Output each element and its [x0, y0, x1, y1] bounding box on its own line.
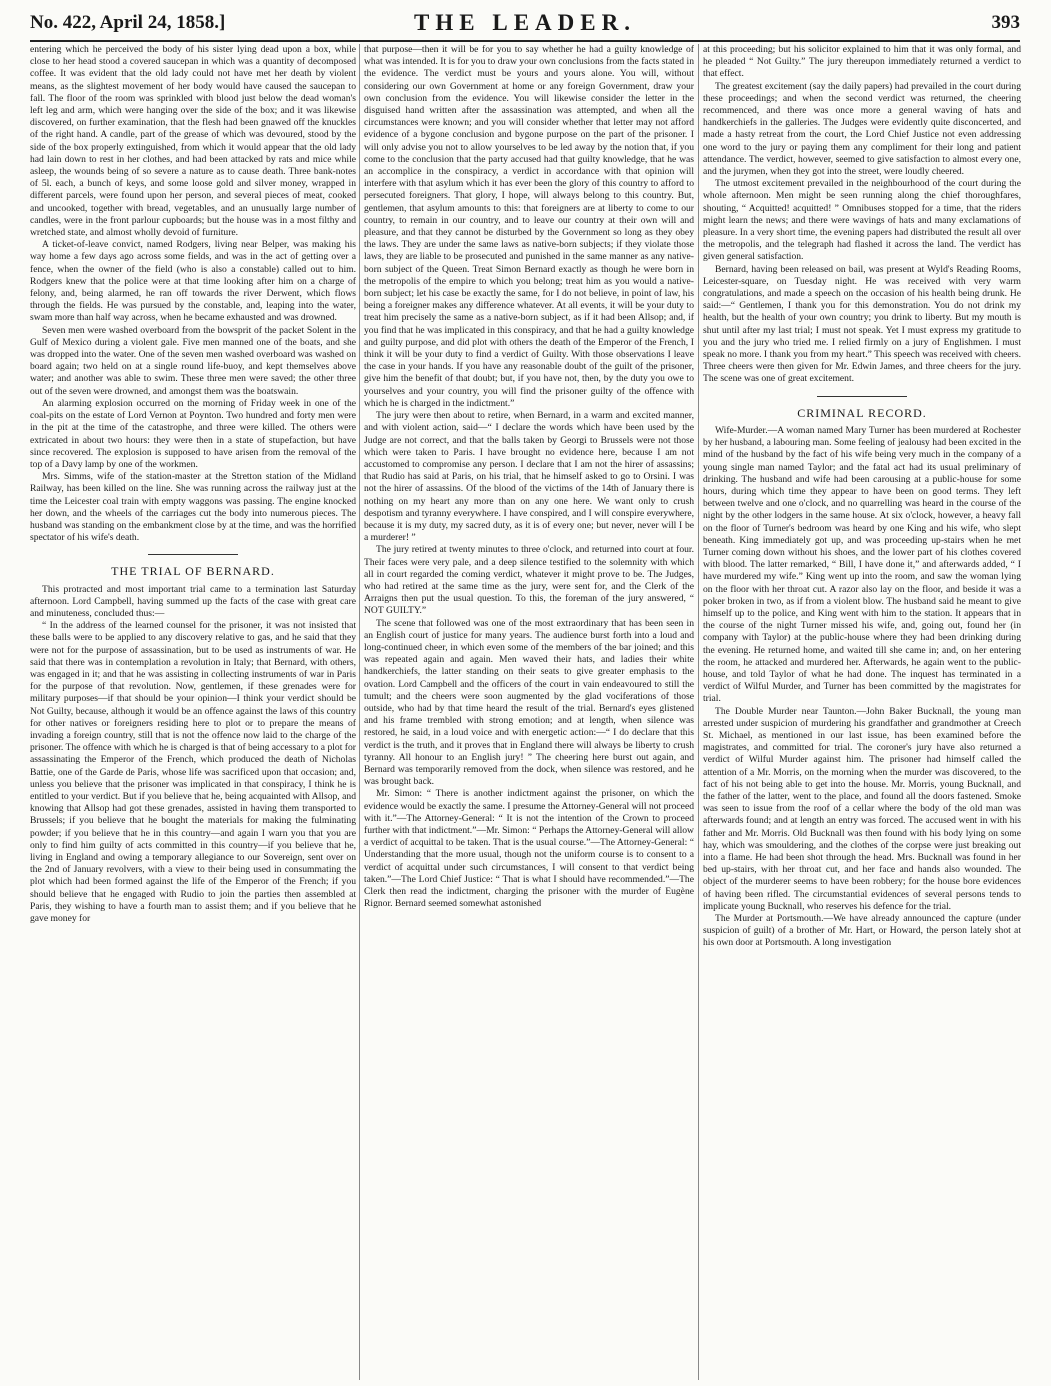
- page-number: 393: [991, 12, 1020, 33]
- column-1: [30, 44, 356, 1380]
- paragraph: that purpose—then it will be for you to say whether he had a guilty knowledge of what was intended. It is for you to draw your own conclusions from the facts stated in the evidence. The verdict must be yours and yours alone. You will, without considering our own Government at home or any foreign Government, draw your own conclusion from the evidence. You will likewise consider the letter in the disguised hand written after the assassination was attempted, and when all the circumstances were known; and you will consider whether that letter may not afford evidence of a bygone conclusion and bygone purpose on the part of the prisoner. I will only advise you not to allow yourselves to be led away by the notion that, if you come to the conclusion that the party accused had that guilty knowledge, that he was an accomplice in the conspiracy, a verdict in accordance with that opinion will interfere with that asylum which it has ever been the glory of this country to afford to persecuted foreigners. That glory, I hope, will always belong to this country. But, gentlemen, that asylum amounts to this: that foreigners are at liberty to come to our country, to remain in our country, and to leave our country at their own will and pleasure, and that they cannot be disturbed by the Government so long as they obey the laws. They are under the same laws as native-born subjects; if they violate those laws, they are liable to be prosecuted and punished in the same manner as any native-born subject of the Queen. Treat Simon Bernard exactly as though he were born in the metropolis of the empire to which you belong; treat him as you would a native-born subject; let his case be exactly the same, for I do not believe, in point of law, his being a foreigner makes any difference whatever. At all events, it will be your duty to treat him precisely the same as a native-born subject, as if it had been Allsop; and, if you find that he was implicated in this conspiracy, and that he had a guilty knowledge and guilty purpose, and did plot with others the death of the Emperor of the French, I think it will be your duty to find a verdict of Guilty. With those observations I leave the case in your hands. If you have any reasonable doubt of the guilt of the prisoner, give him the benefit of that doubt; but, if you have not, then, by the duty you owe to yourselves and your country, you will find the prisoner guilty of the offence with which he is charged in the indictment.”: [364, 44, 694, 409]
- paragraph: The greatest excitement (say the daily papers) had prevailed in the court during these proceedings; and when the second verdict was returned, the cheering recommenced, and there was once more a general waving of hats and handkerchiefs in the galleries. The Judges were evidently quite disconcerted, and made a hasty retreat from the court, the Lord Chief Justice not even addressing one word to the jury or paying them any compliment for their long and patient attendance. The verdict, however, seemed to give satisfaction to almost every one, and the jurymen, when they got into the street, were loudly cheered.: [703, 80, 1021, 178]
- section-heading: THE TRIAL OF BERNARD.: [111, 564, 275, 579]
- paragraph: This protracted and most important trial came to a termination last Saturday afternoon. Lord Campbell, having summed up the facts of the case with great care and minuteness, concluded thus:—: [30, 583, 356, 619]
- paragraph: The Murder at Portsmouth.—We have already announced the capture (under suspicion of guilt) of a brother of Mr. Hart, or Howard, the person lately shot at his own door at Portsmouth. A long investigation: [703, 913, 1021, 949]
- column-divider: [359, 44, 360, 1380]
- paragraph: The jury retired at twenty minutes to three o'clock, and returned into court at four. Their faces were very pale, and a deep silence testified to the solemnity with which all in court regarded the coming verdict, whatever it might prove to be. The Judges, who had retired at the same time as the jury, were sent for, and the Clerk of the Arraigns then put the usual question. To this, the foreman of the jury answered, “ NOT GUILTY.”: [364, 544, 694, 617]
- column-divider: [698, 44, 699, 1380]
- paragraph: Seven men were washed overboard from the bowsprit of the packet Solent in the Gulf of Mexico during a violent gale. Five men manned one of the boats, and she was dropped into the water. One of the seven men washed overboard was washed on board again; two held on at a single round life-buoy, and kept themselves above water; and another was able to swim. These three men were saved; the other three out of the seven were drowned, and amongst them was the boatswain.: [30, 324, 356, 397]
- paragraph: “ In the address of the learned counsel for the prisoner, it was not insisted that these balls were to be applied to any discovery relative to gas, and he said that they were not for the purpose of assassination, but to be used as instruments of war. He said that there was in contemplation a revolution in Italy; that Bernard, with others, was engaged in it; and that he was assisting in collecting instruments of war in Paris for the purpose of that revolution. Now, gentlemen, if these grenades were for military purposes—if that should be your opinion—I think your verdict should be Not Guilty, because, although it would be an offence against the laws of this country for other natives or foreigners residing here to plot or to prepare the means of invading a foreign country, still that is not the offence now laid to the charge of the prisoner. The offence with which he is charged is that of being accessary to a plot for assassinating the Emperor of the French, which produced the death of Nicholas Battie, one of the Garde de Paris, whose life was sacrificed upon that occasion; and, unless you believe that the prisoner was implicated in that conspiracy, I think he is entitled to your verdict. But if you believe that he, being acquainted with Allsop, and knowing that Allsop had got these grenades, assisted in having them transported to Brussels; if you believe that he bought the materials for making the fulminating powder; if you believe that he in this country—and again I warn you that you are only to find him guilty of acts committed in this country—if you believe that he, living in England and owing a temporary allegiance to our Sovereign, sent over on the 2nd of January revolvers, with a view to their being used in consummating the plot which had been formed against the life of the Emperor of the French; if you should believe that he engaged with Rudio to join the parties then assembled at Paris, they wishing to have a fourth man to assist them; and if you believe that he gave money for: [30, 620, 356, 925]
- paragraph: The utmost excitement prevailed in the neighbourhood of the court during the whole afternoon. Men might be seen running along the chief thoroughfares, shouting, “ Acquitted! acquitted! ” Omnibuses stopped for a time, that the riders might learn the news; and there were wavings of hats and many exclamations of pleasure. In a very short time, the evening papers had distributed the result all over the metropolis, and the telegraph had flashed it across the land. The verdict has given general satisfaction.: [703, 178, 1021, 263]
- section-rule: [817, 396, 907, 397]
- column-3: [703, 44, 1021, 1380]
- newspaper-title: THE LEADER.: [414, 10, 636, 35]
- paragraph: Mrs. Simms, wife of the station-master at the Stretton station of the Midland Railway, has been killed on the line. She was running across the railway just at the time the Leicester coal train with empty waggons was passing. The engine knocked her down, and the wheels of the carriages cut the body into numerous pieces. The husband was standing on the embankment close by at the time, and was the horrified spectator of his wife's death.: [30, 471, 356, 544]
- paragraph: The Double Murder near Taunton.—John Baker Bucknall, the young man arrested under suspicion of murdering his grandfather and grandmother at Creech St. Michael, as mentioned in our last issue, has been examined before the magistrates, and committed for trial. The coroner's jury have also returned a verdict of Wilful Murder against him. The prisoner had himself called the attention of a Mr. Morris, on the morning when the murder was discovered, to the fact of his not being able to get into the house. Mr. Morris, young Bucknall, and the father of the latter, went to the place, and found all the doors fastened. Smoke was seen to issue from the roof of a cellar where the body of the old man was afterwards found; and at length an entry was forced. The accused went in with his father and Mr. Morris. Old Bucknall was then found with his body lying on some hay, which was smouldering, and the clothes of the corpse were just breaking out into a flame. He had been shot through the head. Mrs. Bucknall was found in her bed up-stairs, with her throat cut, and her face and hands also wounded. The object of the murderer seems to have been robbery; for the house bore evidences of having been rifled. The circumstantial evidences of several persons tends to implicate young Bucknall, who reserves his defence for the trial.: [703, 705, 1021, 912]
- paragraph: Bernard, having been released on bail, was present at Wyld's Reading Rooms, Leicester-square, on Tuesday night. He was received with very warm congratulations, and made a speech on the occasion of his health being drunk. He said:—“ Gentlemen, I thank you for this demonstration. You do not drink my health, but the health of your own country; you drink to liberty. But my mouth is shut until after my last trial; I must not speak. Yet I must express my gratitude to you and the jury who tried me. I relied firmly on a jury of Englishmen. I must speak no more. I thank you from my heart.” This speech was received with cheers. Three cheers were then given for Mr. Edwin James, and three cheers for the jury. The scene was one of great excitement.: [703, 263, 1021, 385]
- paragraph: A ticket-of-leave convict, named Rodgers, living near Belper, was making his way home a few days ago across some fields, and was in the act of getting over a fence, when the owner of the field (who is also a constable) called out to him. Rodgers knew that the police were at that time looking after him on a charge of felony, and, being alarmed, he ran off towards the river Derwent, which flows through the fields. He was pursued by the constable, and, leaping into the water, swam more than half way across, when he became exhausted and was drowned.: [30, 239, 356, 324]
- paragraph: Mr. Simon: “ There is another indictment against the prisoner, on which the evidence would be exactly the same. I presume the Attorney-General will not proceed with it.”—The Attorney-General: “ It is not the intention of the Crown to proceed further with that indictment.”—Mr. Simon: “ Perhaps the Attorney-General will allow a verdict of acquittal to be taken. That is the usual course.”—The Attorney-General: “ Understanding that the more usual, though not the uniform course is to consent to a verdict of acquittal under such circumstances, I will consent to that verdict being taken.”—The Lord Chief Justice: “ That is what I should have recommended.”—The Clerk then read the indictment, charging the prisoner with the murder of Eugène Rignor. Bernard seemed somewhat astonished: [364, 788, 694, 910]
- section-rule: [148, 554, 238, 555]
- paragraph: The scene that followed was one of the most extraordinary that has been seen in an English court of justice for many years. The audience burst forth into a loud and long-continued cheer, in which even some of the members of the bar joined; and this was repeated again and again. Men waved their hats, and ladies their white handkerchiefs, the latter standing on their seats to give greater emphasis to the ovation. Lord Campbell and the officers of the court in vain endeavoured to still the tumult; and the cheers were soon augmented by the glad vociferations of those outside, who had by that time heard the result of the trial. Bernard's eyes glistened and his frame trembled with strong emotion; and at length, when silence was restored, he said, in a loud voice and with energetic action:—“ I do declare that this verdict is the truth, and it proves that in England there will always be liberty to crush tyranny. All honour to an English jury! ” The cheering here burst out again, and Bernard was temporarily removed from the dock, when silence was restored, and he was brought back.: [364, 617, 694, 788]
- paragraph: at this proceeding; but his solicitor explained to him that it was only formal, and he pleaded “ Not Guilty.” The jury thereupon immediately returned a verdict to that effect.: [703, 44, 1021, 80]
- section-heading: CRIMINAL RECORD.: [797, 405, 927, 420]
- paragraph: Wife-Murder.—A woman named Mary Turner has been murdered at Rochester by her husband, a labouring man. Some feeling of jealousy had been excited in the mind of the husband by the fact of his wife being very much in the company of a young single man named Taylor; and the fatal act had its usual preliminary of drinking. The husband and wife had been carousing at a public-house for some hours, during which time they appear to have been on good terms. They left between twelve and one o'clock, and no quarrelling was heard in the course of the night by the other lodgers in the same house. At six o'clock, however, a heavy fall on the floor of Turner's bedroom was heard by one King and his wife, who slept beneath. King immediately got up, and was proceeding up-stairs when he met Turner coming down without his shoes, and the lower part of his clothes covered with blood. The latter remarked, “ Bill, I have done it,” and afterwards added, “ I have murdered my wife.” King went up into the room, and saw the woman lying on the floor with her throat cut. A razor also lay on the floor, and beside it was a poker broken in two, as if from a violent blow. The husband said he meant to give himself up to the police, and King went with him to the station. It appears that in the course of the night Turner missed his wife, and, going out, found her (in company with Taylor) at the public-house where they had been drinking during the evening. He returned home, and waited till she came in; and, on her entering the room, he attacked and murdered her. Afterwards, he again went to the public-house, and told Taylor of what he had done. The inquest has terminated in a verdict of Wilful Murder, and Turner has been committed by the magistrates for trial.: [703, 424, 1021, 705]
- paragraph: entering which he perceived the body of his sister lying dead upon a box, while close to her head stood a covered saucepan in which was a quantity of decomposed coffee. It was evident that the old lady could not have met her death by violent means, as the slightest movement of her body would have caused the saucepan to fall. The floor of the room was sprinkled with blood just below the dead woman's left leg and arm, which were hanging over the side of the box; and it was likewise discovered, on further examination, that the flesh had been gnawed off the knuckles of the right hand. A candle, part of the grease of which was devoured, stood by the side of the box properly extinguished, from which it would appear that the old lady had lain down to rest in her clothes, and had been attacked by rats and mice while asleep, the wounds being of so severe a nature as to cause death. Three bank-notes of 5l. each, a bunch of keys, and some loose gold and silver money, wrapped in different parcels, were found upon her person, and several pieces of meat, cooked and uncooked, together with bread, vegetables, and an unusually large number of candles, were in the front parlour cupboards; but the house was in a most filthy and wretched state, and almost wholly devoid of furniture.: [30, 44, 356, 239]
- paragraph: An alarming explosion occurred on the morning of Friday week in one of the coal-pits on the estate of Lord Vernon at Poynton. Two hundred and forty men were in the pit at the time of the catastrophe, and three were killed. The others were extricated in about two hours: they were then in a state of stupefaction, but have since recovered. The explosion is supposed to have arisen from the removal of the top of a Davy lamp by one of the workmen.: [30, 397, 356, 470]
- paragraph: The jury were then about to retire, when Bernard, in a warm and excited manner, and with violent action, said—“ I declare the words which have been used by the Judge are not correct, and that the balls taken by Georgi to Brussels were not those which were taken to Paris. I have brought no evidence here, because I am not accustomed to compromise any person. I declare that I am not the hirer of assassins; that Rudio has said at Paris, on his trial, that he himself asked to go to Orsini. I was not the hirer of assassins. Of the blood of the victims of the 14th of January there is nothing on my heart any more than on any one here. We want only to crush despotism and tyranny everywhere. I have conspired, and I will conspire everywhere, because it is my duty, my sacred duty, as it is of every one; but never, never will I be a murderer! ”: [364, 410, 694, 544]
- masthead: [30, 8, 1020, 42]
- column-2: [364, 44, 694, 1380]
- issue-date: No. 422, April 24, 1858.]: [30, 12, 226, 33]
